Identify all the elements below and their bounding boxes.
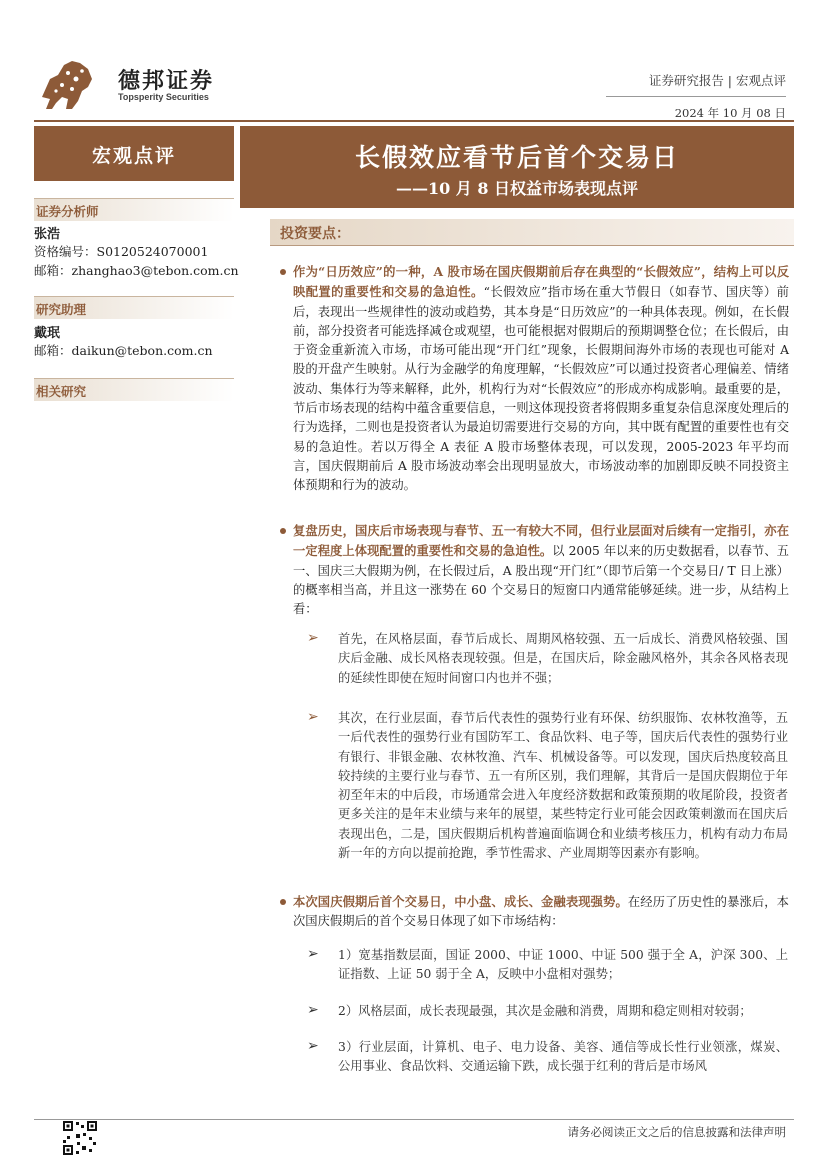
related-section-header <box>34 378 234 401</box>
assistant-email: 邮箱：daikun@tebon.com.cn <box>34 343 213 358</box>
subpoint-paragraph: 首先，在风格层面，春节后成长、周期风格较强、五一后成长、消费风格较强、国庆后金融、成长风格表现较强。但是，在国庆后，除金融风格外，其余各风格表现的延续性即使在短时间窗口内也并不强； <box>338 632 788 685</box>
subpoint-paragraph: 其次，在行业层面，春节后代表性的强势行业有环保、纺织服饰、农林牧渔等，五一后代表性的强势行业有国防军工、食品饮料、电子等，国庆后代表性的强势行业有银行、非银金融、农林牧渔、汽车、机械设备等。可以发现，国庆后热度较高且较持续的主要行业与春节、五一有所区别，我们理解，其背后一是国庆假期位于年初至年末的中后段，市场通常会进入年度经济数据和政策预期的收尾阶段，投资者更多关注的是年末业绩与来年的展望，某些特定行业可能会因政策刺激而在国庆后表现出色，二是，国庆假期后机构普遍面临调仓和业绩考核压力，机构有动力布局新一年的方向以提前抢跑，季节性需求、产业周期等因素亦有影响。 <box>338 711 788 861</box>
report-date: 2024 年 10 月 08 日 <box>674 106 786 120</box>
arrow-bullet-icon: ➢ <box>307 1002 319 1018</box>
category-label: 宏观点评 <box>91 145 176 167</box>
point-lead: 复盘历史，国庆后市场表现与春节、五一有较大不同，但行业层面对后续有一定指引，亦在一定程度上体现配置的重要性和交易的急迫性。 <box>293 523 789 559</box>
qr-code-icon <box>62 1120 98 1156</box>
related-section-label: 相关研究 <box>36 384 87 399</box>
arrow-bullet-icon: ➢ <box>307 946 319 962</box>
category-band <box>34 126 234 181</box>
footer-divider <box>34 1119 794 1120</box>
bullet-dot <box>280 269 286 275</box>
assistant-section-label: 研究助理 <box>36 302 87 317</box>
analyst-section-header <box>34 198 234 221</box>
point-paragraph <box>293 892 789 932</box>
subpoint-paragraph: 3）行业层面，计算机、电子、电力设备、美容、通信等成长性行业领涨，煤炭、公用事业、食品饮料、交通运输下跌，成长强于红利的背后是市场风 <box>338 1040 788 1074</box>
point-paragraph <box>293 521 789 619</box>
report-subtitle: ——10 月 8 日权益市场表现点评 <box>395 179 639 198</box>
subpoint-paragraph: 2）风格层面，成长表现最强，其次是金融和消费，周期和稳定则相对较弱； <box>338 1004 752 1018</box>
title-band <box>240 126 794 208</box>
footer-disclaimer: 请务必阅读正文之后的信息披露和法律声明 <box>567 1125 786 1139</box>
point-lead: 本次国庆假期后首个交易日，中小盘、成长、金融表现强势。 <box>293 894 628 909</box>
report-title: 长假效应看节后首个交易日 <box>354 143 679 172</box>
point-body: “长假效应”指市场在重大节假日（如春节、国庆等）前后，表现出一些规律性的波动或趋势，其本身是“日历效应”的一种具体表现。例如，在长假前，部分投资者可能选择减仓或观望，也可能根据对假期后的预期调整仓位；在长假后，由于资金重新流入市场，市场可能出现“开门红”现象，长假期间海外市场的表现也可能对 A 股的开盘产生映射。从行为金融学的角度理解，“长假效应”可以通过投资者心理偏差、情绪波动、集体行为等来解释，此外，机构行为对“长假效应”的形成亦构成影响。最重要的是，节后市场表现的结构中蕴含重要信息，一则这体现投资者将假期多重复杂信息深度处理后的行为选择，二则也是投资者认为最迫切需要进行交易的方向，其中既有配置的重要性也有交易的急迫性。若以万得全 A 表征 A 股市场整体表现，可以发现，2005-2023 年平均而言，国庆假期前后 A 股市场波动率会出现明显放大，市场波动率的加剧即反映不同投资主体预期和行为的波动。 <box>293 285 789 493</box>
subpoint-paragraph: 1）宽基指数层面，国证 2000、中证 1000、中证 500 强于全 A，沪深 300、上证指数、上证 50 弱于全 A，反映中小盘相对强势； <box>338 948 788 982</box>
assistant-name: 戴珉 <box>34 326 61 341</box>
point-paragraph <box>293 262 789 496</box>
analyst-cert: 资格编号：S0120524070001 <box>34 244 209 259</box>
assistant-section-header <box>34 296 234 319</box>
report-type: 证券研究报告 | 宏观点评 <box>648 73 786 88</box>
analyst-name: 张浩 <box>34 227 61 242</box>
arrow-bullet-icon: ➢ <box>307 709 319 725</box>
bullet-dot <box>280 528 286 534</box>
summary-header <box>270 219 794 246</box>
point-lead: 作为“日历效应”的一种，A 股市场在国庆假期前后存在典型的“长假效应”，结构上可以反映配置的重要性和交易的急迫性。 <box>293 264 789 300</box>
brand-name-en: Topsperity Securities <box>118 92 209 102</box>
point-body: 在经历了历史性的暴涨后，本次国庆假期后的首个交易日体现了如下市场结构： <box>293 895 789 929</box>
analyst-email: 邮箱：zhanghao3@tebon.com.cn <box>34 263 239 278</box>
brand-name-cn: 德邦证券 <box>118 69 215 94</box>
arrow-bullet-icon: ➢ <box>307 1038 319 1054</box>
arrow-bullet-icon: ➢ <box>307 630 319 646</box>
point-body: 以 2005 年以来的历史数据看，以春节、五一、国庆三大假期为例，在长假过后，A 股出现“开门红”（即节后第一个交易日/ T 日上涨）的概率相当高，并且这一涨势在 60 个交易日的短窗口内通常能够延续。进一步，从结构上看： <box>293 544 789 617</box>
dog-logo-icon <box>38 57 98 113</box>
header-divider <box>606 96 786 97</box>
top-divider <box>34 120 794 122</box>
summary-label: 投资要点： <box>280 226 350 242</box>
bullet-dot <box>280 899 286 905</box>
analyst-section-label: 证券分析师 <box>36 204 99 219</box>
